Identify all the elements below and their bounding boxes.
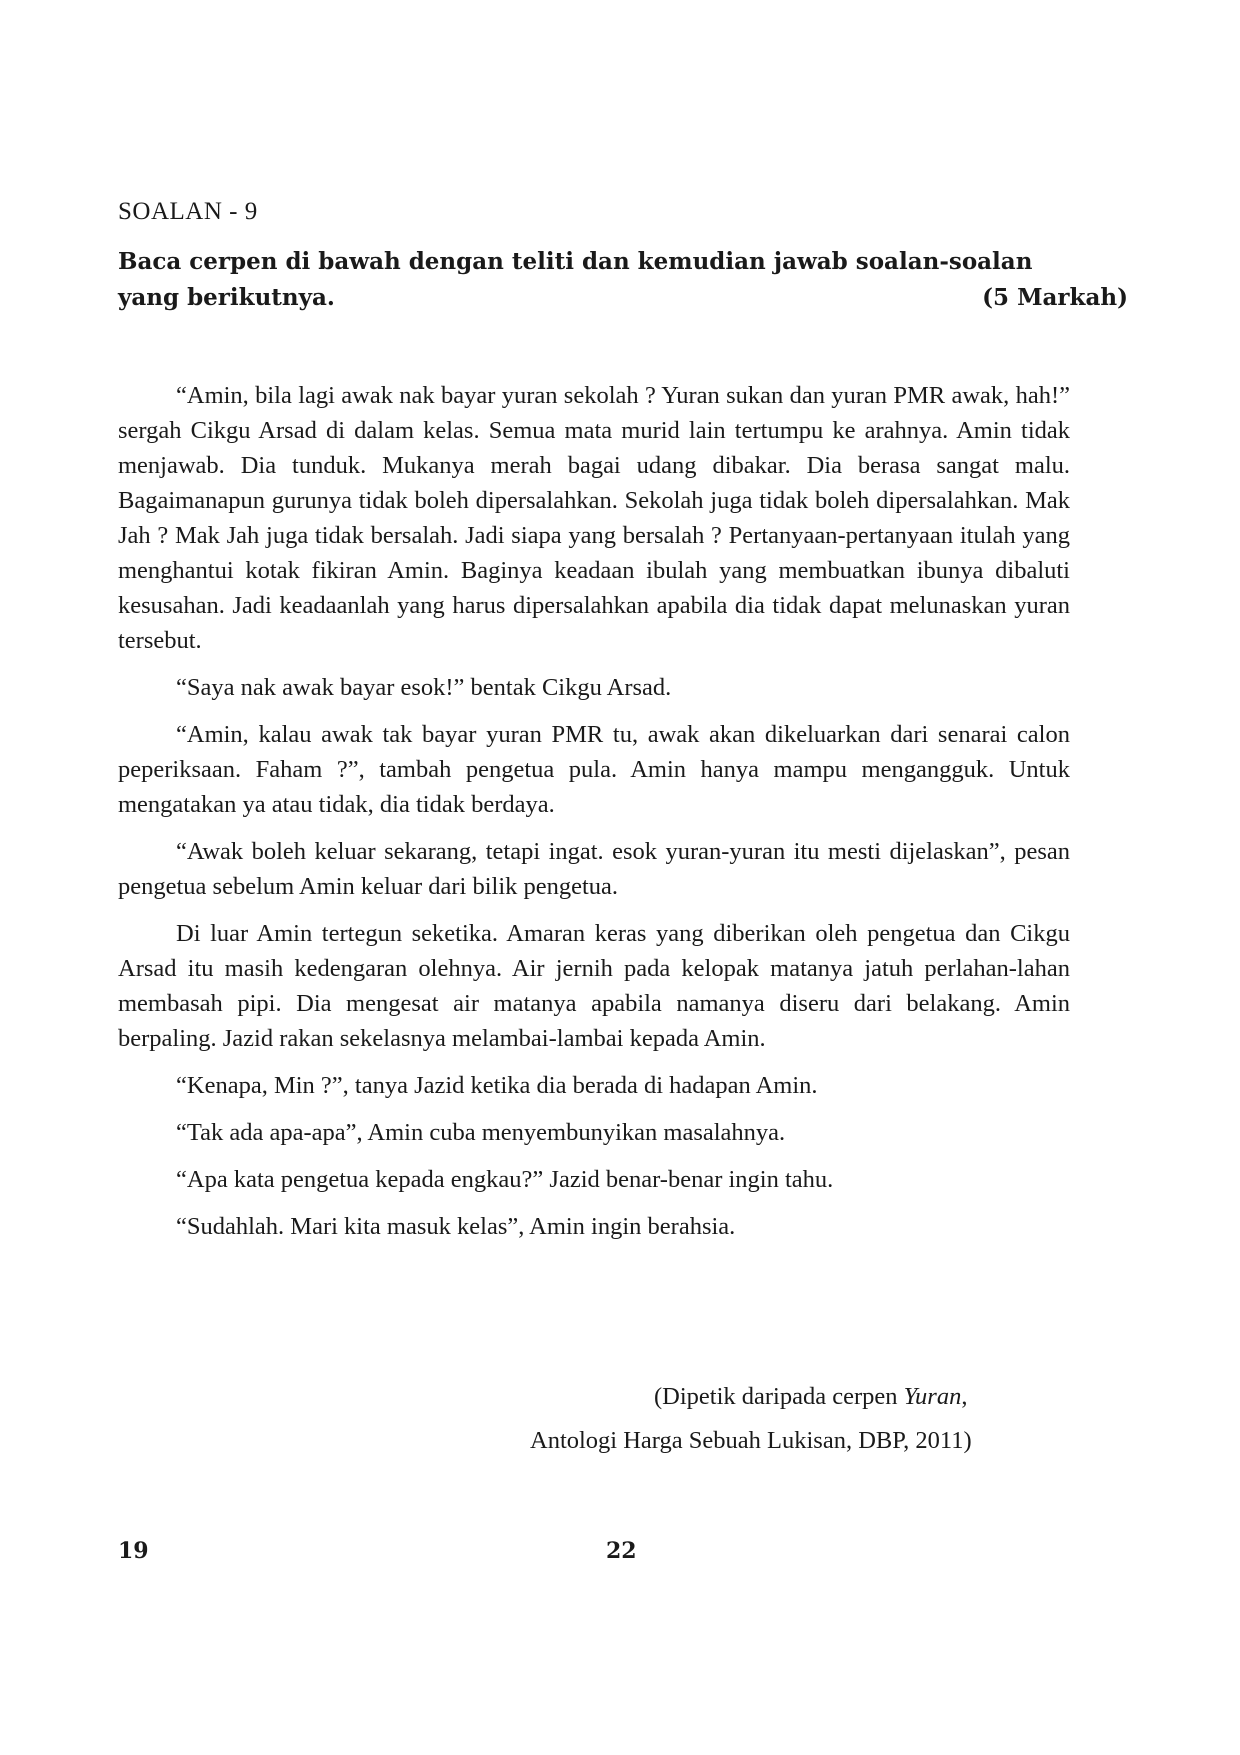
passage-paragraph: “Tak ada apa-apa”, Amin cuba menyembunyikan masalahnya. [176,1119,786,1146]
passage-paragraph: “Apa kata pengetua kepada engkau?” Jazid benar-benar ingin tahu. [176,1166,834,1193]
source-citation [530,1375,1060,1463]
citation-line-2: Antologi Harga Sebuah Lukisan, DBP, 2011) [530,1427,972,1454]
passage-paragraph: “Saya nak awak bayar esok!” bentak Cikgu Arsad. [176,674,672,701]
instruction [118,244,1128,316]
marks-label: (5 Markah) [982,284,1128,311]
passage-paragraph: Di luar Amin tertegun seketika. Amaran keras yang diberikan oleh pengetua dan Cikgu Arsad itu masih kedengaran olehnya. Air jernih pada kelopak matanya jatuh perlahan-lahan membasah pipi. Dia mengesat air matanya apabila namanya diseru dari belakang. Amin berpaling. Jazid rakan sekelasnya melambai-lambai kepada Amin. [118,920,1070,1052]
citation-title: Yuran [903,1383,962,1410]
story-passage [118,378,1070,1256]
citation-prefix: (Dipetik daripada cerpen [654,1383,904,1410]
passage-paragraph: “Kenapa, Min ?”, tanya Jazid ketika dia berada di hadapan Amin. [176,1072,818,1099]
passage-paragraph: “Amin, bila lagi awak nak bayar yuran sekolah ? Yuran sukan dan yuran PMR awak, hah!” sergah Cikgu Arsad di dalam kelas. Semua mata murid lain tertumpu ke arahnya. Amin tidak menjawab. Dia tunduk. Mukanya merah bagai udang dibakar. Dia berasa sangat malu. Bagaimanapun gurunya tidak boleh dipersalahkan. Sekolah juga tidak boleh dipersalahkan. Mak Jah ? Mak Jah juga tidak bersalah. Jadi siapa yang bersalah ? Pertanyaan-pertanyaan itulah yang menghantui kotak fikiran Amin. Baginya keadaan ibulah yang membuatkan ibunya dibaluti kesusahan. Jadi keadaanlah yang harus dipersalahkan apabila dia tidak dapat melunaskan yuran tersebut. [118,382,1070,654]
question-heading: SOALAN - 9 [118,198,258,225]
citation-suffix: , [961,1383,968,1410]
instruction-line-2-text: yang berikutnya. [118,284,335,311]
instruction-line-1: Baca cerpen di bawah dengan teliti dan kemudian jawab soalan-soalan [118,248,1033,275]
citation-line-1 [530,1375,1060,1419]
instruction-line-2 [118,280,1128,316]
page-number-center: 22 [606,1538,637,1564]
passage-paragraph: “Sudahlah. Mari kita masuk kelas”, Amin ingin berahsia. [176,1213,736,1240]
page-number-left: 19 [118,1538,149,1564]
passage-paragraph: “Awak boleh keluar sekarang, tetapi ingat. esok yuran-yuran itu mesti dijelaskan”, pesan pengetua sebelum Amin keluar dari bilik pengetua. [118,838,1070,900]
passage-paragraph: “Amin, kalau awak tak bayar yuran PMR tu, awak akan dikeluarkan dari senarai calon peperiksaan. Faham ?”, tambah pengetua pula. Amin hanya mampu mengangguk. Untuk mengatakan ya atau tidak, dia tidak berdaya. [118,721,1070,818]
